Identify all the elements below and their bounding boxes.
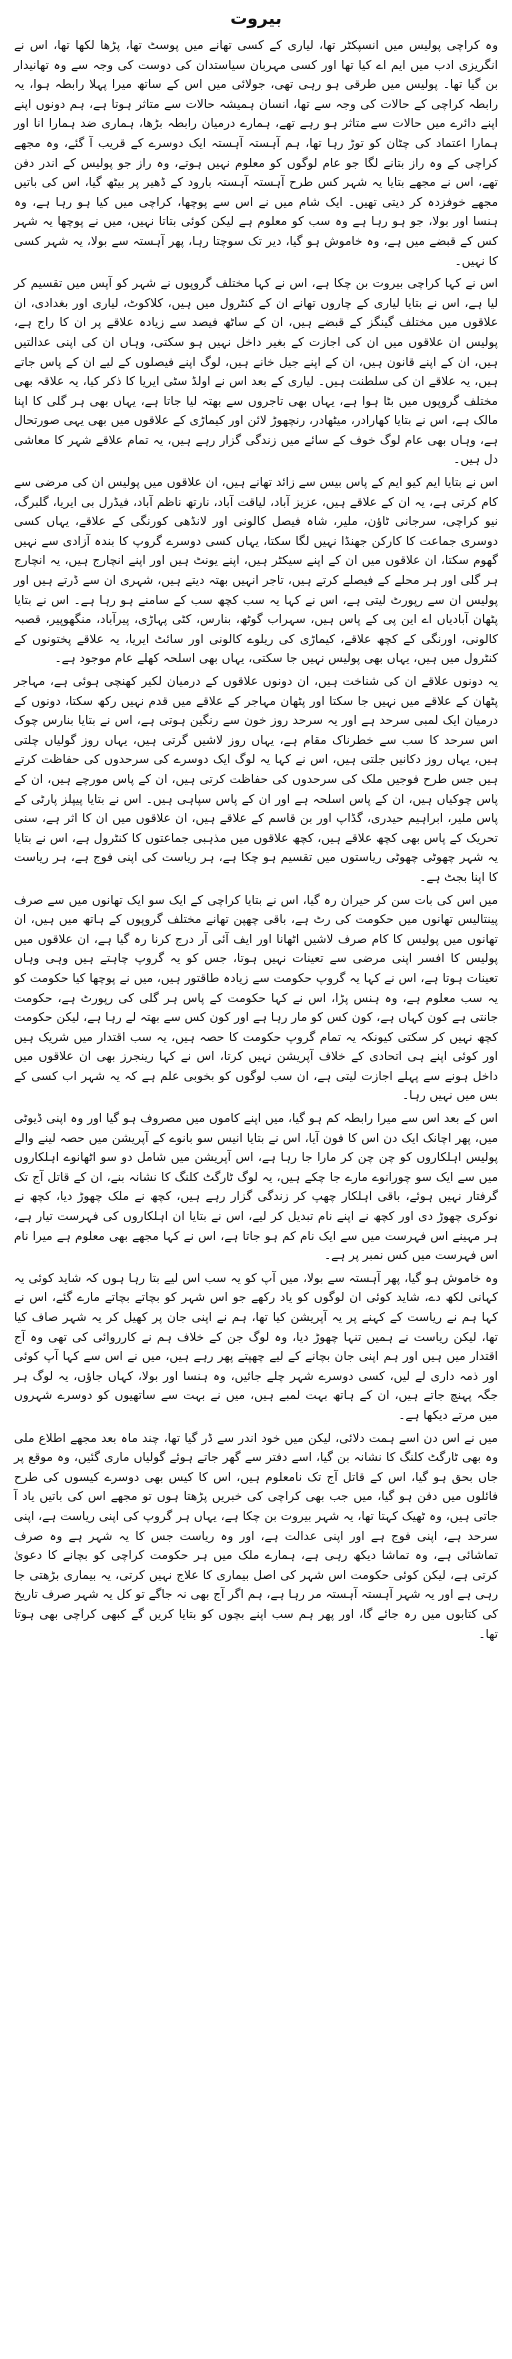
article-paragraph: یہ دونوں علاقے ان کی شناخت ہیں، ان دونوں علاقوں کے درمیان لکیر کھنچی ہوئی ہے، مہاجر پٹھان کے علاقے میں نہیں جا سکتا اور پٹھان مہاجر کے علاقے میں قدم نہیں رکھ سکتا، دونوں کے درمیان ایک لمبی سرحد ہے اور یہ سرحد روز خون سے رنگین ہوتی ہے، اس نے بتایا بنارس چوک اس سرحد کا سب سے خطرناک مقام ہے، یہاں روز لاشیں گرتی ہیں، یہاں روز گولیاں چلتی ہیں، یہاں روز دکانیں جلتی ہیں، اس نے کہا یہ لوگ ایک دوسرے کی سرحدوں کی حفاظت کرتے ہیں جس طرح فوجیں ملک کی سرحدوں کی حفاظت کرتی ہیں، ان کے پاس مورچے ہیں، ان کے پاس چوکیاں ہیں، ان کے پاس اسلحہ ہے اور ان کے پاس سپاہی ہیں۔ اس نے بتایا پیپلز پارٹی کے پاس ملیر، ابراہیم حیدری، گڈاپ اور بن قاسم کے علاقے ہیں، ان علاقوں میں ان کا اثر ہے، سنی تحریک کے پاس بھی کچھ علاقے ہیں، کچھ علاقوں میں مذہبی جماعتوں کا کنٹرول ہے، اس نے بتایا یہ شہر چھوٹی چھوٹی ریاستوں میں تقسیم ہو چکا ہے، ہر ریاست کی اپنی فوج ہے، ہر ریاست کا اپنا بجٹ ہے۔ [14,674,498,884]
article-title: بیروت [230,9,282,29]
article-paragraph: اس کے بعد اس سے میرا رابطہ کم ہو گیا، میں اپنے کاموں میں مصروف ہو گیا اور وہ اپنی ڈیوٹی میں، پھر اچانک ایک دن اس کا فون آیا، اس نے بتایا انیس سو بانوے کے آپریشن میں حصہ لینے والے پولیس اہلکاروں کو چن چن کر مارا جا رہا ہے، اس آپریشن میں شامل دو سو اٹھانوے اہلکاروں میں سے ایک سو چورانوے مارے جا چکے ہیں، یہ لوگ ٹارگٹ کلنگ کا نشانہ بنے، ان کے قاتل آج تک گرفتار نہیں ہوئے، باقی اہلکار چھپ کر زندگی گزار رہے ہیں، کچھ نے ملک چھوڑ دیا، کچھ نے نوکری چھوڑ دی اور کچھ نے اپنے نام تبدیل کر لیے، اس نے بتایا ان اہلکاروں کی فہرست تیار ہے، ہر مہینے اس فہرست میں سے ایک نام کم ہو جاتا ہے، اس نے کہا مجھے بھی معلوم ہے میرا نام اس فہرست میں کس نمبر پر ہے۔ [14,1111,498,1263]
article-paragraph: وہ کراچی پولیس میں انسپکٹر تھا، لیاری کے کسی تھانے میں پوسٹ تھا، پڑھا لکھا تھا، اس نے انگریزی ادب میں ایم اے کیا تھا اور کسی مہربان سیاستدان کی دوست کی وجہ سے وہ تھانیدار بن گیا تھا۔ پولیس میں طرقی ہو رہی تھی، جولائی میں اس کے ساتھ میرا پہلا رابطہ ہوا، یہ رابطہ کراچی کے حالات کی وجہ سے تھا، انسان ہمیشہ حالات سے متاثر ہوتا ہے، ہم دونوں اپنے اپنے دائرے میں حالات سے متاثر ہو رہے تھے، ہمارے درمیان رابطہ بڑھا، ہماری ضد ہمارا انا اور ہمارا اعتماد کی چٹان کو توڑ رہا تھا، ہم آہستہ آہستہ ایک دوسرے کے قریب آ گئے، وہ مجھے کراچی کے وہ راز بتانے لگا جو عام لوگوں کو معلوم نہیں ہوتے، وہ راز جو پولیس کے اندر دفن تھے، اس نے مجھے بتایا یہ شہر کس طرح آہستہ آہستہ بارود کے ڈھیر پر بیٹھ گیا، اس کی باتیں مجھے خوفزدہ کر دیتی تھیں۔ ایک شام میں نے اس سے پوچھا، کراچی میں کیا ہو رہا ہے، وہ ہنسا اور بولا، جو ہو رہا ہے وہ سب کو معلوم ہے لیکن کوئی بتاتا نہیں، میں نے پوچھا یہ شہر کس کے قبضے میں ہے، وہ خاموش ہو گیا، دیر تک سوچتا رہا، پھر آہستہ سے بولا، یہ شہر کسی کا نہیں۔ [14,38,498,268]
article-body [14,36,498,1644]
article-paragraph: وہ خاموش ہو گیا، پھر آہستہ سے بولا، میں آپ کو یہ سب اس لیے بتا رہا ہوں کہ شاید کوئی یہ کہانی لکھ دے، شاید کوئی ان لوگوں کو یاد رکھے جو اس شہر کو بچاتے بچاتے مارے گئے، اس نے کہا ہم نے ریاست کے کہنے پر یہ آپریشن کیا تھا، ہم نے اپنی جان پر کھیل کر یہ شہر صاف کیا تھا، لیکن ریاست نے ہمیں تنہا چھوڑ دیا، وہ لوگ جن کے خلاف ہم نے کارروائی کی تھی وہ آج اقتدار میں ہیں اور ہم اپنی جان بچانے کے لیے چھپتے پھر رہے ہیں، میں نے اس سے کہا آپ کوئی اور ذمہ داری لے لیں، کسی دوسرے شہر چلے جائیں، وہ ہنسا اور بولا، کہاں جاؤں، یہ لوگ ہر جگہ پہنچ جاتے ہیں، ان کے ہاتھ بہت لمبے ہیں، میں نے بہت سے ساتھیوں کو دوسرے شہروں میں مرتے دیکھا ہے۔ [14,1270,498,1422]
article-paragraph: اس نے بتایا ایم کیو ایم کے پاس بیس سے زائد تھانے ہیں، ان علاقوں میں پولیس ان کی مرضی سے کام کرتی ہے، یہ ان کے علاقے ہیں، عزیز آباد، لیاقت آباد، نارتھ ناظم آباد، فیڈرل بی ایریا، گلبرگ، نیو کراچی، سرجانی ٹاؤن، ملیر، شاہ فیصل کالونی اور لانڈھی کورنگی کے علاقے، یہاں کسی دوسری جماعت کا کارکن جھنڈا نہیں لگا سکتا، یہاں کسی دوسرے گروپ کا بندہ آزادی سے نہیں گھوم سکتا، ان علاقوں میں ان کے اپنے سیکٹر ہیں، اپنے یونٹ ہیں اور اپنے انچارج ہیں، یہ انچارج ہر گلی اور ہر محلے کے فیصلے کرتے ہیں، تاجر انہیں بھتہ دیتے ہیں، شہری ان سے ڈرتے ہیں اور پولیس ان سے رپورٹ لیتی ہے، اس نے کہا یہ سب کچھ سب کے سامنے ہو رہا ہے۔ اس نے بتایا پٹھان آبادیاں اے این پی کے پاس ہیں، سہراب گوٹھ، بنارس، کٹی پہاڑی، پیرآباد، منگھوپیر، قصبہ کالونی، اورنگی کے کچھ علاقے، کیماڑی کی ریلوے کالونی اور سائٹ ایریا، یہ علاقے پختونوں کے کنٹرول میں ہیں، یہاں بھی پولیس نہیں جا سکتی، یہاں بھی اسلحہ کھلے عام موجود ہے۔ [14,475,498,666]
article-paragraph: اس نے کہا کراچی بیروت بن چکا ہے، اس نے کہا مختلف گروپوں نے شہر کو آپس میں تقسیم کر لیا ہے، اس نے بتایا لیاری کے چاروں تھانے ان کے کنٹرول میں ہیں، کلاکوٹ، لیاری اور بغدادی، ان علاقوں میں مختلف گینگز کے قبضے ہیں، ان کے ساٹھ فیصد سے زیادہ علاقے پر ان کا راج ہے، پولیس ان علاقوں میں ان کی اجازت کے بغیر داخل نہیں ہو سکتی، وہاں ان کی اپنی عدالتیں ہیں، ان کے اپنے قانون ہیں، ان کے اپنے جیل خانے ہیں، لوگ اپنے فیصلوں کے لیے ان کے پاس جاتے ہیں، یہ علاقے ان کی سلطنت ہیں۔ لیاری کے بعد اس نے اولڈ سٹی ایریا کا ذکر کیا، یہ علاقہ بھی مختلف گروپوں میں بٹا ہوا ہے، یہاں بھی تاجروں سے بھتہ لیا جاتا ہے، یہاں بھی ہر گلی کا اپنا مالک ہے، اس نے بتایا کھارادر، میٹھادر، رنچھوڑ لائن اور کیماڑی کے علاقوں میں بھی یہی صورتحال ہے، وہاں بھی عام لوگ خوف کے سائے میں زندگی گزار رہے ہیں، یہ تمام علاقے شہر کا معاشی دل ہیں۔ [14,276,498,467]
article-paragraph: میں نے اس دن اسے ہمت دلائی، لیکن میں خود اندر سے ڈر گیا تھا، چند ماہ بعد مجھے اطلاع ملی وہ بھی ٹارگٹ کلنگ کا نشانہ بن گیا، اسے دفتر سے گھر جاتے ہوئے گولیاں ماری گئیں، وہ موقع پر جاں بحق ہو گیا، اس کے قاتل آج تک نامعلوم ہیں، اس کا کیس بھی دوسرے کیسوں کی طرح فائلوں میں دفن ہو گیا، میں جب بھی کراچی کی خبریں پڑھتا ہوں تو مجھے اس کی باتیں یاد آ جاتی ہیں، وہ ٹھیک کہتا تھا، یہ شہر بیروت بن چکا ہے، یہاں ہر گروپ کی اپنی ریاست ہے، اپنی سرحد ہے، اپنی فوج ہے اور اپنی عدالت ہے، اور وہ ریاست جس کا یہ شہر ہے وہ صرف تماشائی ہے، وہ تماشا دیکھ رہی ہے، ہمارے ملک میں ہر حکومت کراچی کو بچانے کا دعویٰ کرتی ہے، لیکن کوئی حکومت اس شہر کی اصل بیماری کا علاج نہیں کرتی، یہ بیماری بڑھتی جا رہی ہے اور یہ شہر آہستہ آہستہ مر رہا ہے، ہم اگر آج بھی نہ جاگے تو کل یہ شہر صرف تاریخ کی کتابوں میں رہ جائے گا، اور پھر ہم سب اپنے بچوں کو بتایا کریں گے کبھی کراچی بھی ہوتا تھا۔ [14,1430,499,1641]
article-paragraph: میں اس کی بات سن کر حیران رہ گیا، اس نے بتایا کراچی کے ایک سو ایک تھانوں میں سے صرف پینتالیس تھانوں میں حکومت کی رٹ ہے، باقی چھپن تھانے مختلف گروپوں کے ہاتھ میں ہیں، ان تھانوں میں پولیس کا کام صرف لاشیں اٹھانا اور ایف آئی آر درج کرنا رہ گیا ہے، ان علاقوں میں پولیس کا افسر اپنی مرضی سے تعینات نہیں ہوتا، جس کو یہ گروپ چاہتے ہیں وہی وہاں تعینات ہوتا ہے، اس نے کہا یہ گروپ حکومت سے زیادہ طاقتور ہیں، میں نے پوچھا کیا حکومت کو یہ سب معلوم ہے، وہ ہنس پڑا، اس نے کہا حکومت کے پاس ہر گلی کی رپورٹ ہے، حکومت جانتی ہے کون کہاں ہے، کون کس کو مار رہا ہے اور کون کس سے بھتہ لے رہا ہے، لیکن حکومت کچھ نہیں کر سکتی کیونکہ یہ تمام گروپ حکومت کا حصہ ہیں، یہ سب اقتدار میں شریک ہیں اور کوئی اپنے ہی اتحادی کے خلاف آپریشن نہیں کرتا، اس نے کہا رینجرز بھی ان علاقوں میں داخل ہونے سے پہلے اجازت لیتی ہے، ان سب لوگوں کو بخوبی علم ہے کہ یہ شہر اب کسی کے بس میں نہیں رہا۔ [14,892,498,1103]
